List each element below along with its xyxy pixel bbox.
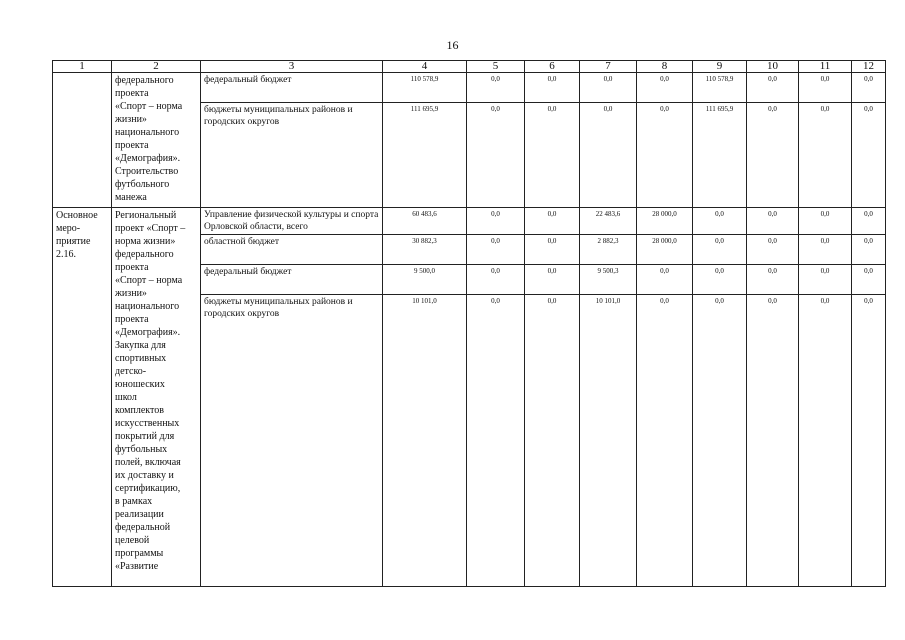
column-header-row [53, 61, 886, 73]
amount-cell: 0,0 [693, 235, 747, 265]
amount-cell: 0,0 [747, 73, 799, 103]
amount-cell: 0,0 [799, 265, 852, 295]
amount-cell: 0,0 [580, 73, 637, 103]
amount-cell: 0,0 [693, 265, 747, 295]
funding-source-cell: федеральный бюджет [201, 265, 383, 295]
amount-cell: 110 578,9 [383, 73, 467, 103]
amount-cell: 0,0 [525, 265, 580, 295]
activity-code-cell [53, 73, 112, 208]
amount-cell: 0,0 [637, 73, 693, 103]
amount-cell: 60 483,6 [383, 208, 467, 235]
amount-cell: 0,0 [467, 265, 525, 295]
amount-cell: 0,0 [852, 295, 886, 587]
amount-cell: 0,0 [852, 265, 886, 295]
amount-cell: 0,0 [852, 208, 886, 235]
amount-cell: 2 882,3 [580, 235, 637, 265]
amount-cell: 10 101,0 [383, 295, 467, 587]
amount-cell: 0,0 [799, 295, 852, 587]
amount-cell: 0,0 [467, 235, 525, 265]
column-header: 7 [580, 61, 637, 73]
amount-cell: 111 695,9 [693, 103, 747, 208]
amount-cell: 0,0 [525, 295, 580, 587]
amount-cell: 9 500,0 [383, 265, 467, 295]
column-header: 10 [747, 61, 799, 73]
table-row [53, 73, 886, 103]
amount-cell: 0,0 [580, 103, 637, 208]
amount-cell: 0,0 [637, 103, 693, 208]
funding-source-cell: областной бюджет [201, 235, 383, 265]
amount-cell: 0,0 [525, 103, 580, 208]
amount-cell: 0,0 [693, 295, 747, 587]
column-header: 3 [201, 61, 383, 73]
column-header: 1 [53, 61, 112, 73]
funding-source-cell: Управление физической культуры и спорта Орловской области, всего [201, 208, 383, 235]
funding-source-cell: бюджеты муниципальных районов и городских округов [201, 103, 383, 208]
amount-cell: 0,0 [799, 208, 852, 235]
amount-cell: 0,0 [525, 235, 580, 265]
amount-cell: 0,0 [525, 73, 580, 103]
amount-cell: 0,0 [467, 73, 525, 103]
column-header: 8 [637, 61, 693, 73]
amount-cell: 30 882,3 [383, 235, 467, 265]
funding-source-cell: федеральный бюджет [201, 73, 383, 103]
amount-cell: 0,0 [467, 208, 525, 235]
amount-cell: 0,0 [852, 103, 886, 208]
amount-cell: 0,0 [637, 295, 693, 587]
amount-cell: 0,0 [799, 73, 852, 103]
amount-cell: 111 695,9 [383, 103, 467, 208]
amount-cell: 0,0 [799, 235, 852, 265]
amount-cell: 0,0 [747, 295, 799, 587]
amount-cell: 0,0 [467, 295, 525, 587]
column-header: 9 [693, 61, 747, 73]
column-header: 12 [852, 61, 886, 73]
amount-cell: 9 500,3 [580, 265, 637, 295]
amount-cell: 22 483,6 [580, 208, 637, 235]
activity-description-cell: Региональный проект «Спорт – норма жизни» федерального проекта «Спорт – норма жизни» национального проекта «Демография». Закупка для спортивных детско- юношеских школ комплектов искусственных покрытий для футбольных полей, включая их доставку и сертификацию, в рамках реализации федеральной целевой программы «Развитие [112, 208, 201, 587]
activity-code-cell: Основное меро- приятие 2.16. [53, 208, 112, 587]
amount-cell: 10 101,0 [580, 295, 637, 587]
amount-cell: 0,0 [637, 265, 693, 295]
column-header: 6 [525, 61, 580, 73]
table-row [53, 208, 886, 235]
activity-description-cell: федерального проекта «Спорт – норма жизни» национального проекта «Демография». Строительство футбольного манежа [112, 73, 201, 208]
amount-cell: 0,0 [747, 265, 799, 295]
amount-cell: 0,0 [467, 103, 525, 208]
amount-cell: 0,0 [799, 103, 852, 208]
amount-cell: 28 000,0 [637, 208, 693, 235]
column-header: 2 [112, 61, 201, 73]
amount-cell: 0,0 [852, 235, 886, 265]
column-header: 11 [799, 61, 852, 73]
amount-cell: 110 578,9 [693, 73, 747, 103]
amount-cell: 0,0 [747, 235, 799, 265]
amount-cell: 0,0 [852, 73, 886, 103]
column-header: 5 [467, 61, 525, 73]
column-header: 4 [383, 61, 467, 73]
budget-table [52, 60, 886, 587]
amount-cell: 0,0 [747, 103, 799, 208]
amount-cell: 0,0 [693, 208, 747, 235]
amount-cell: 0,0 [747, 208, 799, 235]
page-number: 16 [446, 38, 459, 52]
funding-source-cell: бюджеты муниципальных районов и городских округов [201, 295, 383, 587]
amount-cell: 28 000,0 [637, 235, 693, 265]
amount-cell: 0,0 [525, 208, 580, 235]
